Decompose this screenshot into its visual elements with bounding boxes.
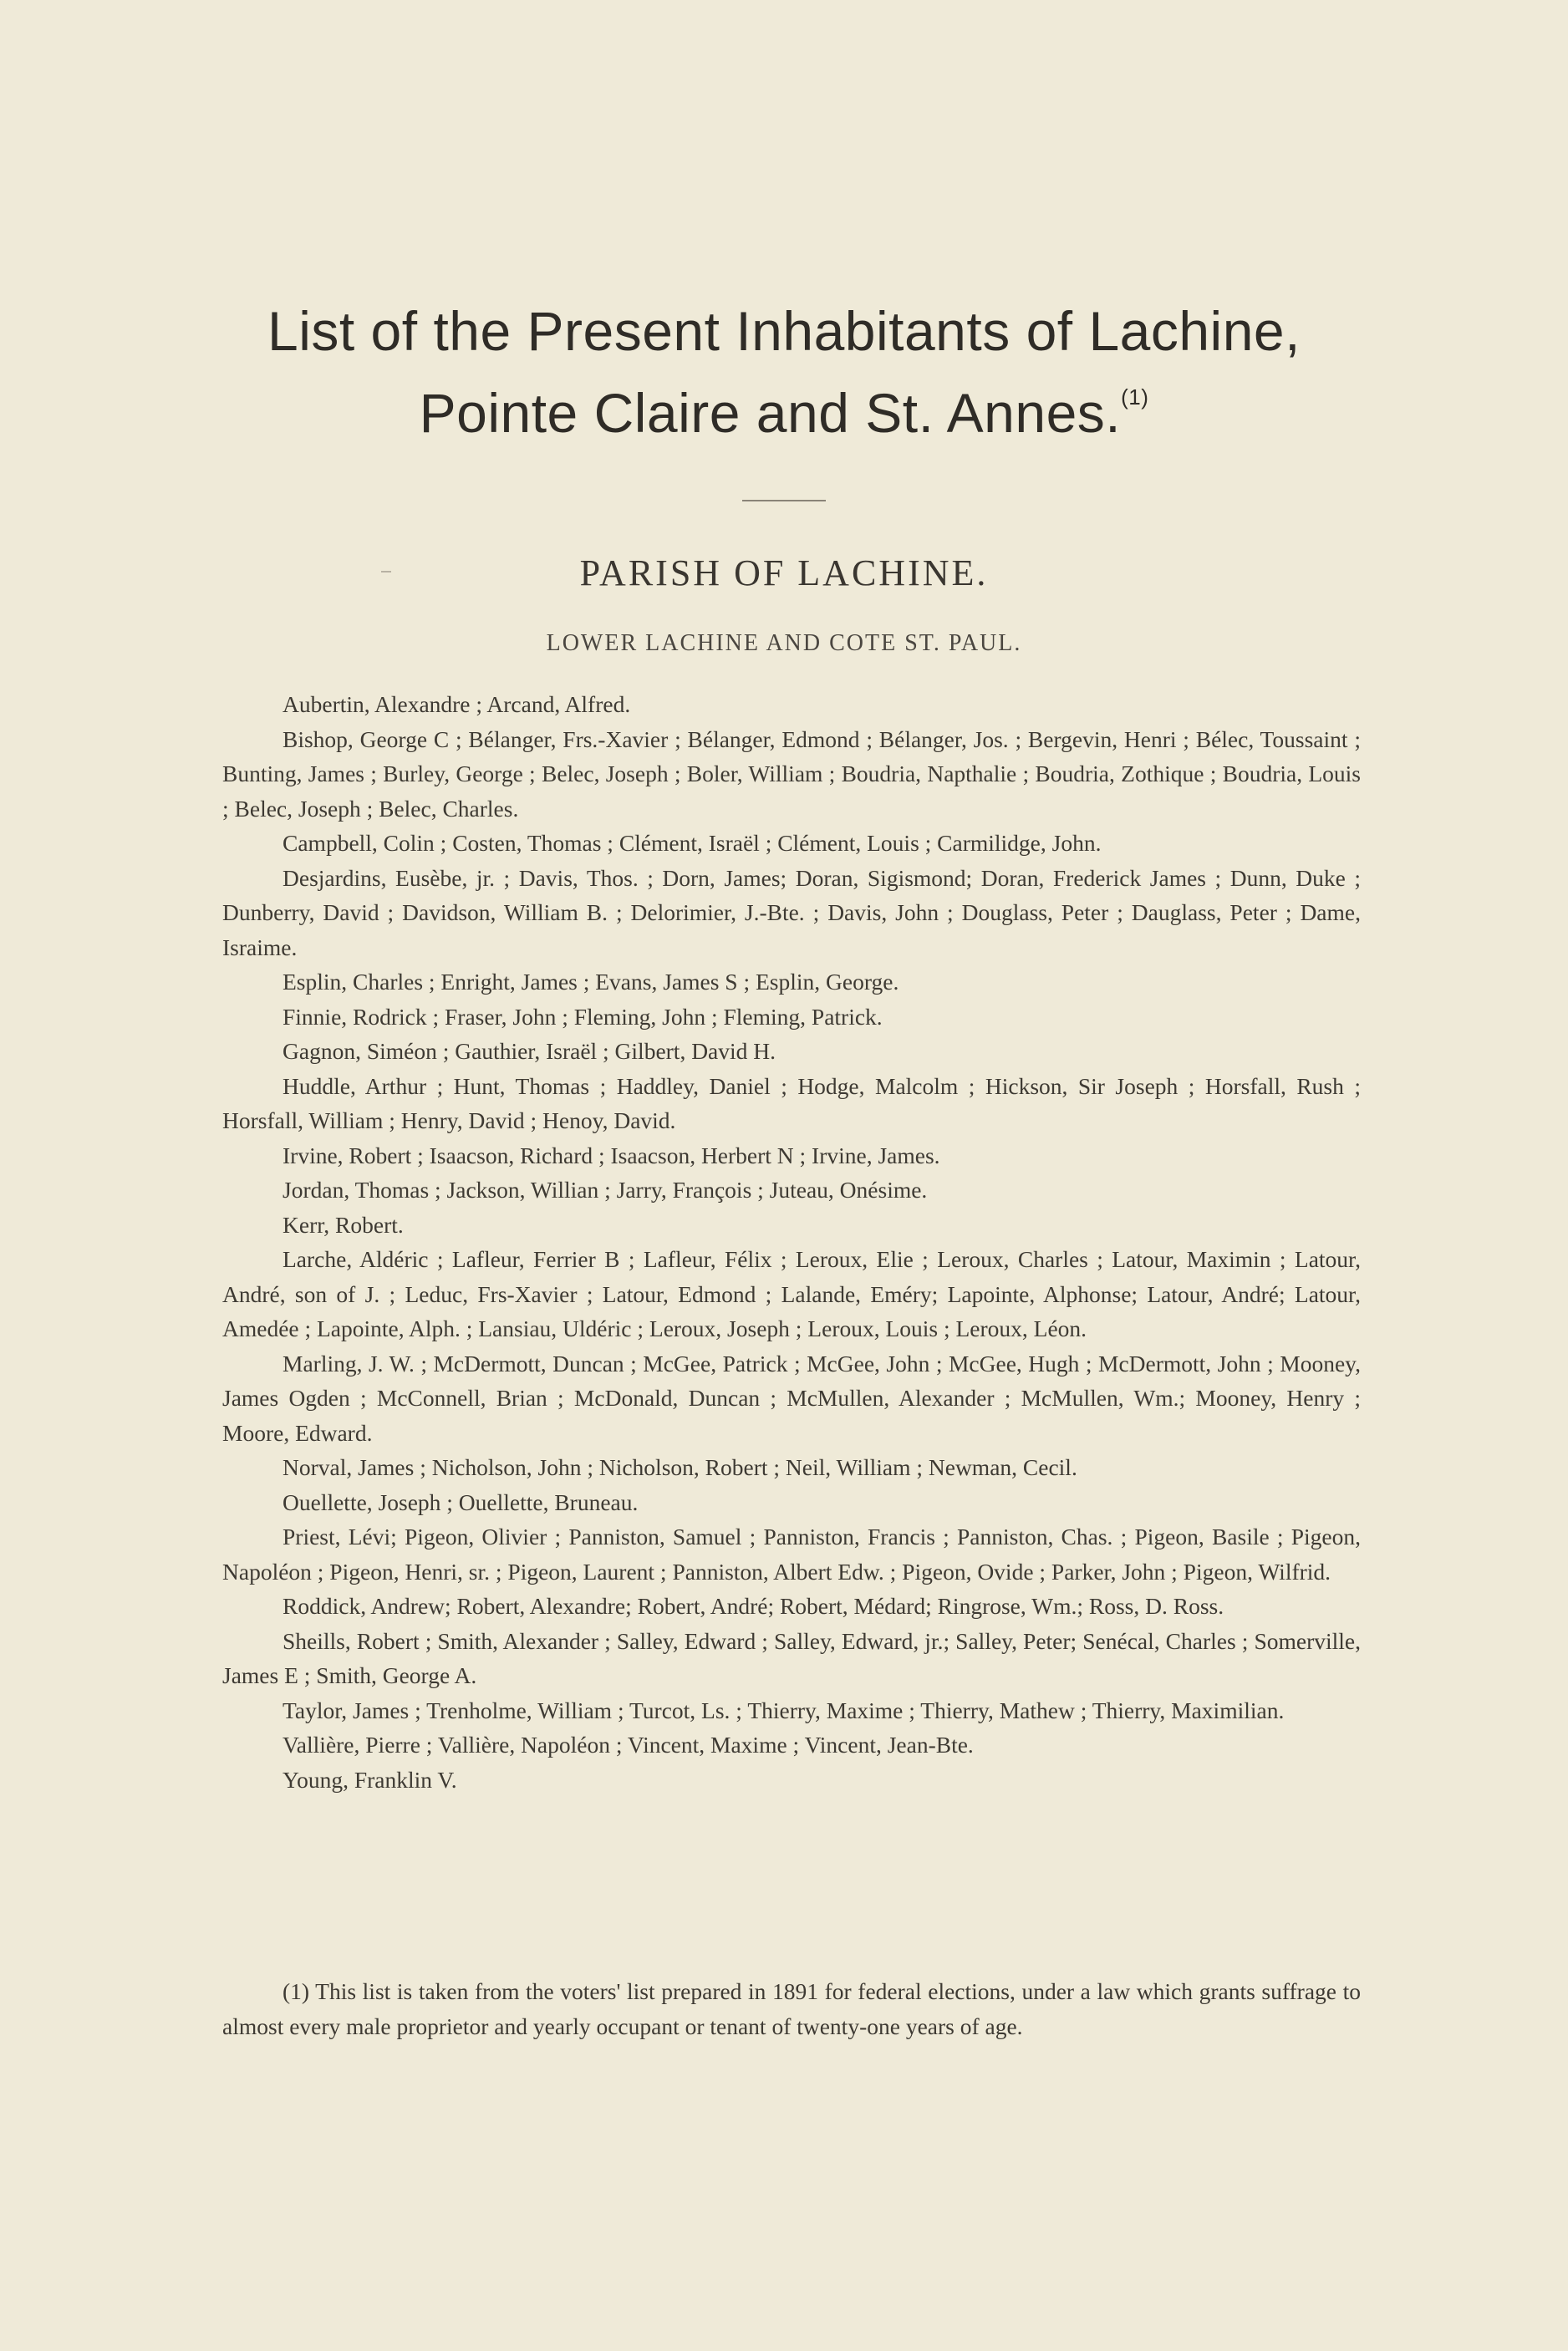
page-title-line-2 [167,381,1401,445]
list-paragraph-f: Finnie, Rodrick ; Fraser, John ; Fleming, John ; Fleming, Patrick. [283,1003,883,1030]
list-paragraph-k: Kerr, Robert. [283,1211,404,1238]
list-paragraph-r: Roddick, Andrew; Robert, Alexandre; Robert, André; Robert, Médard; Ringrose, Wm.; Ross, D. Ross. [283,1593,1224,1619]
list-paragraph-s: Sheills, Robert ; Smith, Alexander ; Salley, Edward ; Salley, Edward, jr.; Salley, Peter; Senécal, Charles ; Somerville, James E ; Smith, George A. [222,1627,1361,1688]
inhabitants-list [222,687,1361,1797]
list-paragraph-i: Irvine, Robert ; Isaacson, Richard ; Isaacson, Herbert N ; Irvine, James. [283,1142,940,1168]
list-paragraph-j: Jordan, Thomas ; Jackson, Willian ; Jarry, François ; Juteau, Onésime. [283,1177,928,1203]
list-paragraph-t: Taylor, James ; Trenholme, William ; Turcot, Ls. ; Thierry, Maxime ; Thierry, Mathew ; Thierry, Maximilian. [283,1697,1285,1723]
title-text-1: List of the Present Inhabitants of Lachine, [267,300,1301,362]
list-paragraph-b: Bishop, George C ; Bélanger, Frs.-Xavier ; Bélanger, Edmond ; Bélanger, Jos. ; Bergevin, Henri ; Bélec, Toussaint ; Bunting, James ; Burley, George ; Belec, Joseph ; Boler, William ; Boudria, Napthalie ; Boudria, Zothique ; Boudria, Louis ; Belec, Joseph ; Belec, Charles. [222,725,1361,822]
list-paragraph-o: Ouellette, Joseph ; Ouellette, Bruneau. [283,1488,639,1515]
title-footnote-marker: (1) [1121,384,1149,410]
list-paragraph-e: Esplin, Charles ; Enright, James ; Evans, James S ; Esplin, George. [283,969,899,995]
page-title-line-1 [167,299,1401,363]
list-paragraph-a: Aubertin, Alexandre ; Arcand, Alfred. [283,691,631,717]
list-paragraph-h: Huddle, Arthur ; Hunt, Thomas ; Haddley, Daniel ; Hodge, Malcolm ; Hickson, Sir Joseph ; Horsfall, Rush ; Horsfall, William ; Henry, David ; Henoy, David. [222,1072,1361,1133]
footnote: (1) This list is taken from the voters' list prepared in 1891 for federal elections, under a law which grants suffrage to almost every male proprietor and yearly occupant or tenant of twenty-one years of age. [222,1978,1361,2039]
list-paragraph-m: Marling, J. W. ; McDermott, Duncan ; McGee, Patrick ; McGee, John ; McGee, Hugh ; McDermott, John ; Mooney, James Ogden ; McConnell, Brian ; McDonald, Duncan ; McMullen, Alexander ; McMullen, Wm.; Mooney, Henry ; Moore, Edward. [222,1350,1361,1446]
title-divider [742,500,826,501]
list-paragraph-y: Young, Franklin V. [283,1766,457,1793]
list-paragraph-p: Priest, Lévi; Pigeon, Olivier ; Panniston, Samuel ; Panniston, Francis ; Panniston, Chas. ; Pigeon, Basile ; Pigeon, Napoléon ; Pigeon, Henri, sr. ; Pigeon, Laurent ; Panniston, Albert Edw. ; Pigeon, Ovide ; Parker, John ; Pigeon, Wilfrid. [222,1524,1361,1585]
section-heading: PARISH OF LACHINE. [579,552,989,593]
list-paragraph-v: Vallière, Pierre ; Vallière, Napoléon ; Vincent, Maxime ; Vincent, Jean-Bte. [283,1732,974,1758]
list-paragraph-d: Desjardins, Eusèbe, jr. ; Davis, Thos. ; Dorn, James; Doran, Sigismond; Doran, Frederick James ; Dunn, Duke ; Dunberry, David ; Davidson, William B. ; Delorimier, J.-Bte. ; Davis, John ; Douglass, Peter ; Dauglass, Peter ; Dame, Israime. [222,864,1361,960]
list-paragraph-c: Campbell, Colin ; Costen, Thomas ; Clément, Israël ; Clément, Louis ; Carmilidge, John. [283,830,1102,856]
section-subheading: LOWER LACHINE AND COTE ST. PAUL. [546,630,1022,656]
list-paragraph-l: Larche, Aldéric ; Lafleur, Ferrier B ; Lafleur, Félix ; Leroux, Elie ; Leroux, Charles ; Latour, Maximin ; Latour, André, son of J. ; Leduc, Frs-Xavier ; Latour, Edmond ; Lalande, Eméry; Lapointe, Alphonse; Latour, André; Latour, Amedée ; Lapointe, Alph. ; Lansiau, Uldéric ; Leroux, Joseph ; Leroux, Louis ; Leroux, Léon. [222,1246,1361,1341]
title-text-2: Pointe Claire and St. Annes. [419,382,1122,444]
list-paragraph-n: Norval, James ; Nicholson, John ; Nicholson, Robert ; Neil, William ; Newman, Cecil. [283,1454,1077,1480]
list-paragraph-g: Gagnon, Siméon ; Gauthier, Israël ; Gilbert, David H. [283,1038,776,1064]
